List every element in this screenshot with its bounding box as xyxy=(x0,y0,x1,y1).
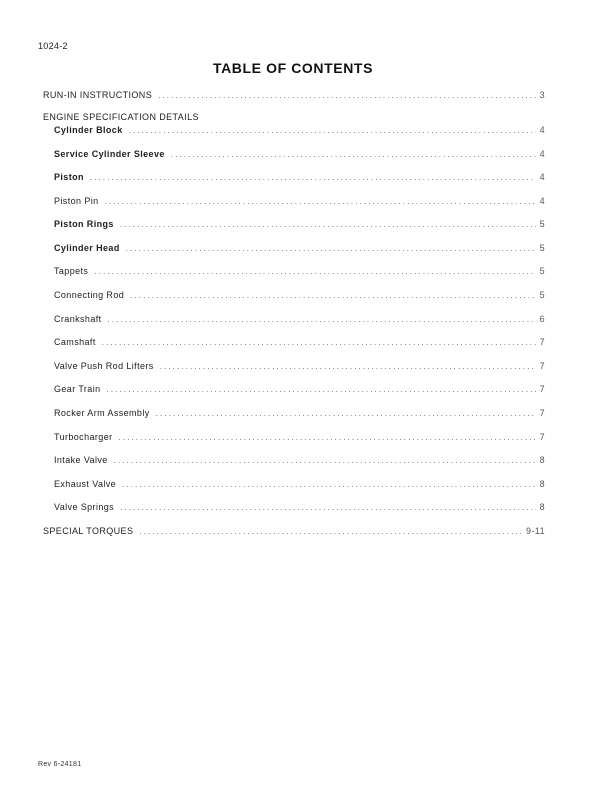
toc-entry-page: 9-11 xyxy=(526,526,545,536)
dot-leader xyxy=(156,408,536,420)
dot-leader xyxy=(102,337,536,349)
revision-footer: Rev 6-24181 xyxy=(38,761,82,768)
toc-entry[interactable] xyxy=(54,478,545,490)
toc-entry-page: 3 xyxy=(539,90,545,100)
toc-entry-label: Valve Push Rod Lifters xyxy=(54,361,154,371)
toc-entry[interactable] xyxy=(54,218,545,230)
toc-entry-label: Exhaust Valve xyxy=(54,479,117,489)
dot-leader xyxy=(120,502,536,514)
toc-entry[interactable] xyxy=(54,360,545,372)
toc-entry-page: 5 xyxy=(539,219,545,229)
toc-entry-page: 5 xyxy=(539,266,545,276)
toc-entry-label: SPECIAL TORQUES xyxy=(43,526,134,536)
toc-entry-label: Gear Train xyxy=(54,384,101,394)
toc-entry-label: Valve Springs xyxy=(54,502,115,512)
toc-entry-page: 8 xyxy=(539,455,545,465)
toc-entry-page: 7 xyxy=(539,337,545,347)
toc-entry[interactable] xyxy=(54,336,545,348)
toc-entry-run-in[interactable] xyxy=(43,89,545,101)
toc-entry-label: Cylinder Block xyxy=(54,125,123,135)
toc-entry-page: 4 xyxy=(539,196,545,206)
toc-entry[interactable] xyxy=(54,407,545,419)
toc-entry-page: 7 xyxy=(539,384,545,394)
toc-entry-page: 4 xyxy=(539,125,545,135)
toc-entry-label: Crankshaft xyxy=(54,314,102,324)
toc-entry[interactable] xyxy=(54,242,545,254)
toc-entry-label: Service Cylinder Sleeve xyxy=(54,149,165,159)
toc-entry-page: 8 xyxy=(539,502,545,512)
toc-entry-page: 8 xyxy=(539,479,545,489)
section-heading-engine-specs: ENGINE SPECIFICATION DETAILS xyxy=(43,112,199,122)
dot-leader xyxy=(90,172,536,184)
dot-leader xyxy=(139,526,522,538)
dot-leader xyxy=(119,432,536,444)
toc-entry-label: Camshaft xyxy=(54,337,96,347)
toc-entry-label: Piston Pin xyxy=(54,196,99,206)
toc-entry-page: 7 xyxy=(539,408,545,418)
toc-entry[interactable] xyxy=(54,148,545,160)
dot-leader xyxy=(171,149,536,161)
dot-leader xyxy=(158,90,535,102)
dot-leader xyxy=(126,243,536,255)
toc-entry[interactable] xyxy=(54,431,545,443)
dot-leader xyxy=(105,196,536,208)
toc-entry-label: Tappets xyxy=(54,266,89,276)
page-number-header: 1024-2 xyxy=(38,41,68,51)
toc-entry-page: 7 xyxy=(539,432,545,442)
dot-leader xyxy=(120,219,536,231)
toc-entry[interactable] xyxy=(54,195,545,207)
toc-entry-label: Rocker Arm Assembly xyxy=(54,408,150,418)
toc-entry-label: Piston xyxy=(54,172,84,182)
toc-entry[interactable] xyxy=(54,383,545,395)
toc-entry[interactable] xyxy=(54,313,545,325)
toc-entry-page: 6 xyxy=(539,314,545,324)
toc-entry-page: 4 xyxy=(539,149,545,159)
dot-leader xyxy=(130,290,535,302)
dot-leader xyxy=(160,361,536,373)
toc-entry-label: Connecting Rod xyxy=(54,290,125,300)
dot-leader xyxy=(122,479,536,491)
dot-leader xyxy=(129,125,536,137)
toc-entry[interactable] xyxy=(54,171,545,183)
toc-entry[interactable] xyxy=(54,289,545,301)
toc-entry-label: Intake Valve xyxy=(54,455,108,465)
toc-entry-page: 5 xyxy=(539,290,545,300)
toc-entry[interactable] xyxy=(54,454,545,466)
dot-leader xyxy=(108,314,536,326)
toc-entry[interactable] xyxy=(54,265,545,277)
toc-entry-label: Turbocharger xyxy=(54,432,113,442)
page-title: TABLE OF CONTENTS xyxy=(212,60,374,76)
toc-entry-page: 7 xyxy=(539,361,545,371)
dot-leader xyxy=(94,266,535,278)
toc-entry-page: 4 xyxy=(539,172,545,182)
toc-entry[interactable] xyxy=(54,501,545,513)
dot-leader xyxy=(107,384,536,396)
toc-entry-label: RUN-IN INSTRUCTIONS xyxy=(43,90,153,100)
dot-leader xyxy=(114,455,536,467)
toc-entry-page: 5 xyxy=(539,243,545,253)
toc-entry-label: Piston Rings xyxy=(54,219,114,229)
toc-entry[interactable] xyxy=(54,124,545,136)
toc-entry-special-torques[interactable] xyxy=(43,525,545,537)
toc-entry-label: Cylinder Head xyxy=(54,243,120,253)
